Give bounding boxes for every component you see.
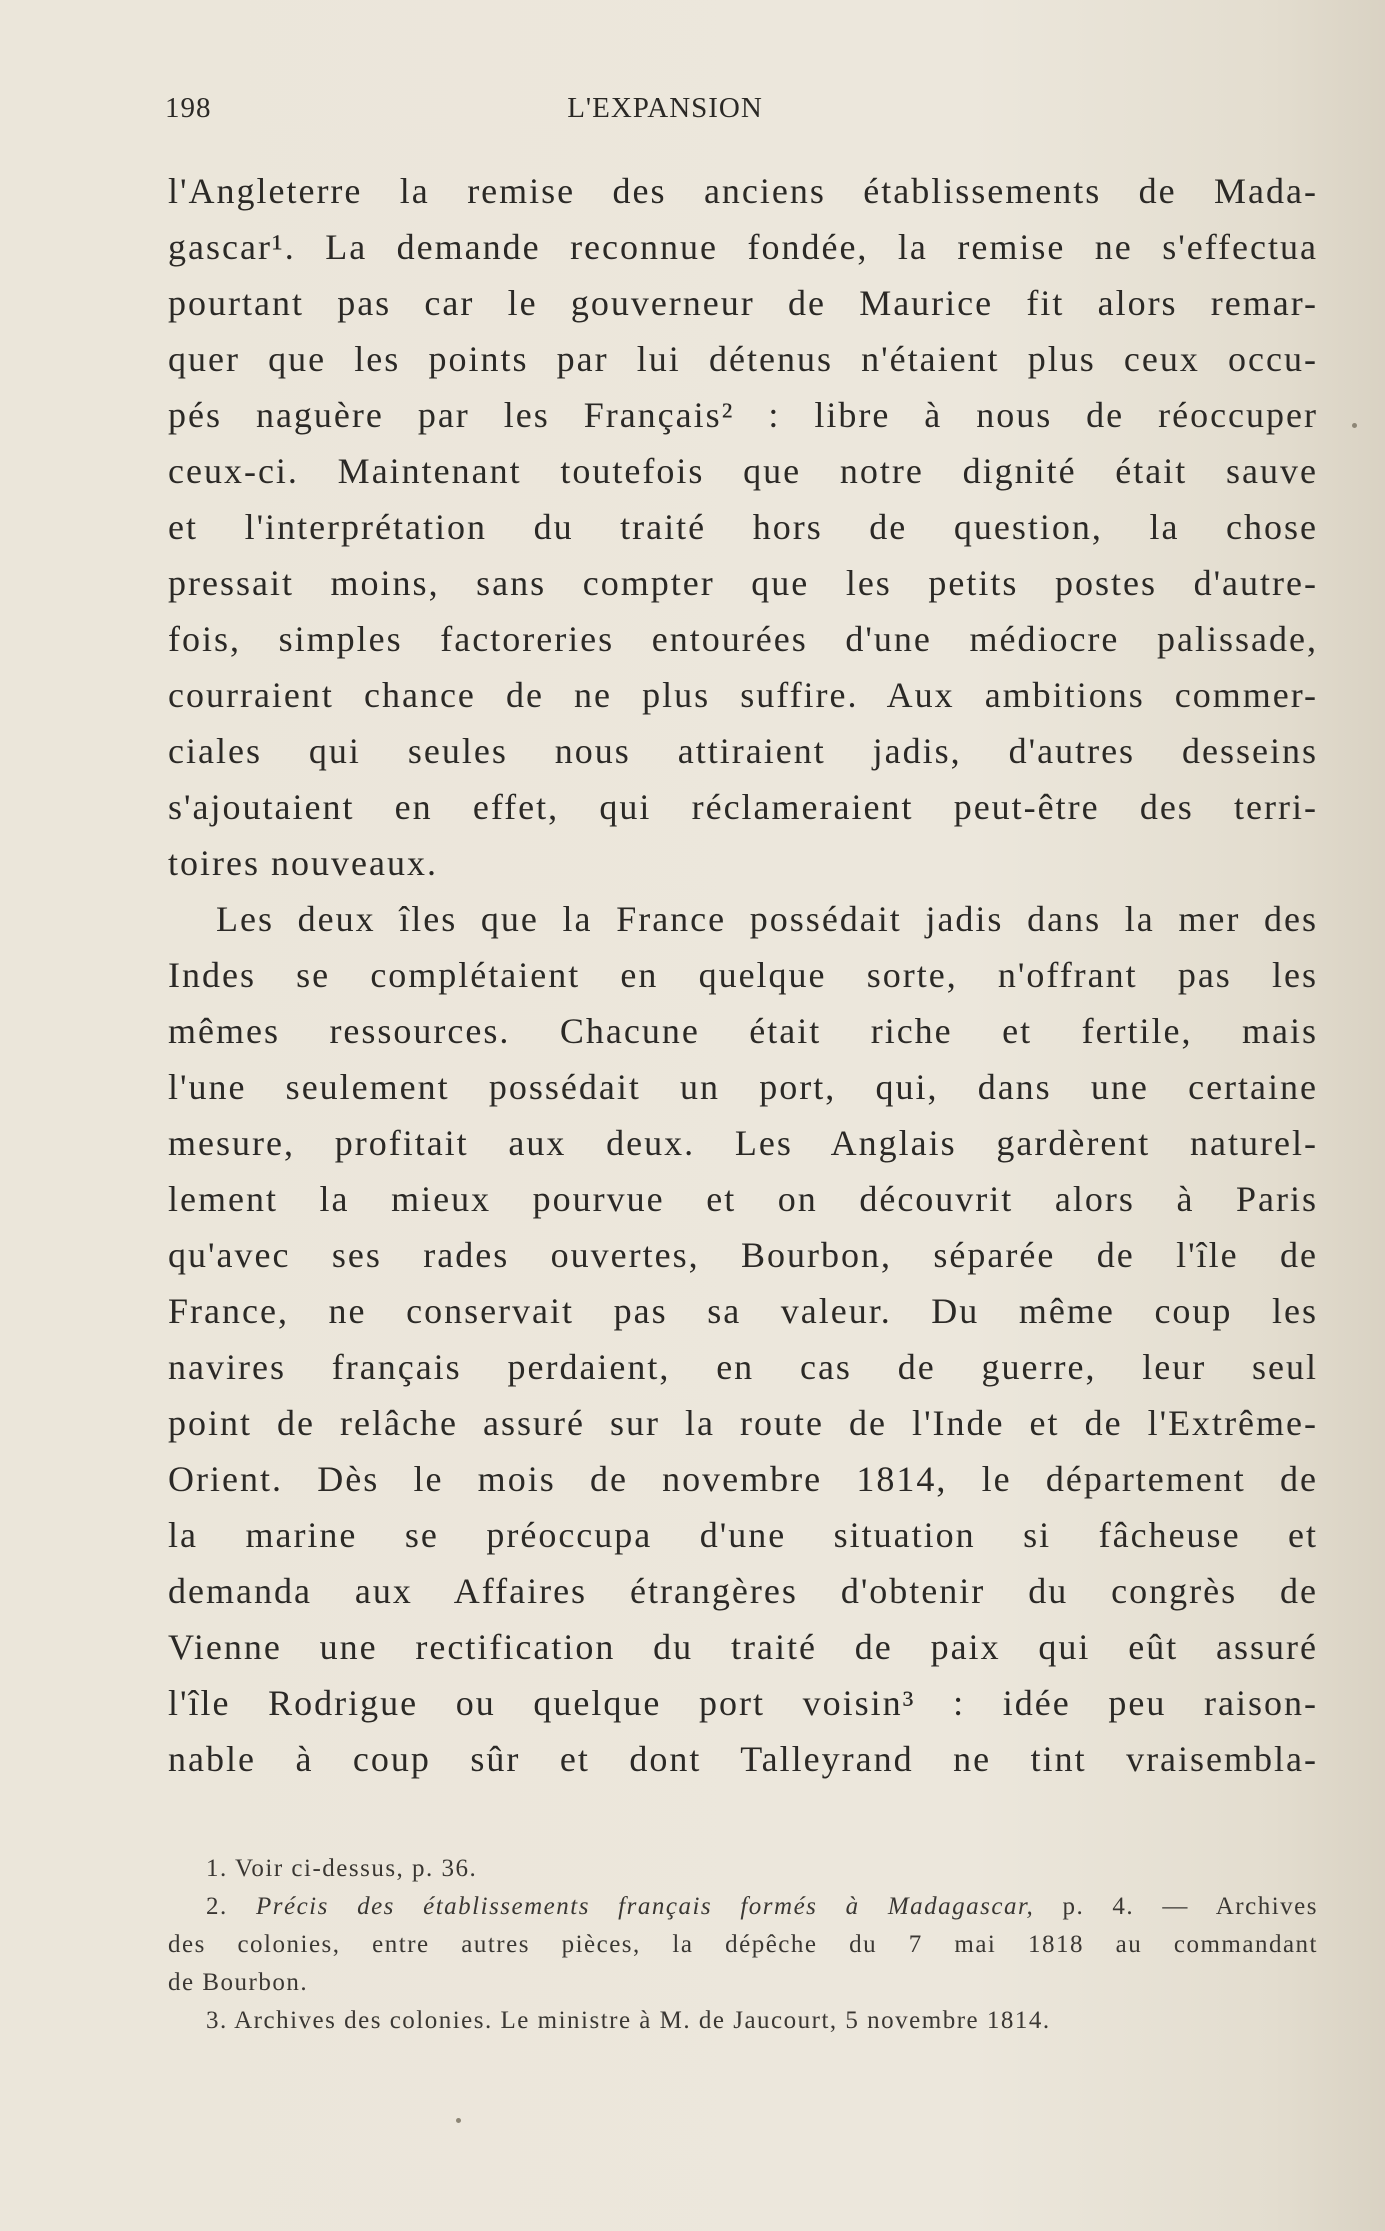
- footnote-2-title: Précis des établissements français formés à Madagascar,: [255, 1893, 1035, 1920]
- text-line: nable à coup sûr et dont Talleyrand ne tint vraisembla-: [168, 1739, 1318, 1779]
- text-line: et l'interprétation du traité hors de question, la chose: [168, 507, 1318, 547]
- text-line: mêmes ressources. Chacune était riche et fertile, mais: [168, 1011, 1318, 1051]
- text-line: courraient chance de ne plus suffire. Aux ambitions commer-: [168, 675, 1318, 715]
- text-line: mesure, profitait aux deux. Les Anglais gardèrent naturel-: [168, 1123, 1318, 1163]
- text-line: Vienne une rectification du traité de paix qui eût assuré: [168, 1627, 1318, 1667]
- text-line: France, ne conservait pas sa valeur. Du même coup les: [168, 1291, 1318, 1331]
- footnote-2: [168, 1888, 1318, 1926]
- text-line: s'ajoutaient en effet, qui réclameraient peut-être des terri-: [168, 787, 1318, 827]
- text-line: l'Angleterre la remise des anciens établissements de Mada-: [168, 171, 1318, 211]
- text-line: ceux-ci. Maintenant toutefois que notre dignité était sauve: [168, 451, 1318, 491]
- text-line: Indes se complétaient en quelque sorte, n'offrant pas les: [168, 955, 1318, 995]
- text-line: pourtant pas car le gouverneur de Maurice fit alors remar-: [168, 283, 1318, 323]
- paper-speck: [456, 2118, 461, 2123]
- text-line: lement la mieux pourvue et on découvrit alors à Paris: [168, 1179, 1318, 1219]
- text-line: fois, simples factoreries entourées d'une médiocre palissade,: [168, 619, 1318, 659]
- footnotes: [168, 1850, 1318, 2040]
- text-line: demanda aux Affaires étrangères d'obtenir du congrès de: [168, 1571, 1318, 1611]
- text-line: Orient. Dès le mois de novembre 1814, le département de: [168, 1459, 1318, 1499]
- text-line: la marine se préoccupa d'une situation si fâcheuse et: [168, 1515, 1318, 1555]
- page-number: 198: [165, 92, 212, 124]
- footnote-2-number: 2.: [206, 1893, 256, 1920]
- running-title: L'EXPANSION: [567, 92, 763, 124]
- text-line: quer que les points par lui détenus n'étaient plus ceux occu-: [168, 339, 1318, 379]
- text-line: pressait moins, sans compter que les petits postes d'autre-: [168, 563, 1318, 603]
- body-text: [168, 163, 1318, 1787]
- text-line: l'une seulement possédait un port, qui, dans une certaine: [168, 1067, 1318, 1107]
- text-line: Les deux îles que la France possédait jadis dans la mer des: [216, 899, 1318, 939]
- footnote-2-reference: p. 4. — Archives: [1034, 1893, 1318, 1920]
- footnote-1: 1. Voir ci-dessus, p. 36.: [206, 1855, 478, 1882]
- footnote-2-end: de Bourbon.: [168, 1969, 309, 1996]
- paper-speck: [1352, 423, 1357, 428]
- page-header: [165, 92, 1315, 132]
- text-line: navires français perdaient, en cas de guerre, leur seul: [168, 1347, 1318, 1387]
- text-line: qu'avec ses rades ouvertes, Bourbon, séparée de l'île de: [168, 1235, 1318, 1275]
- text-line: point de relâche assuré sur la route de l'Inde et de l'Extrême-: [168, 1403, 1318, 1443]
- text-line: l'île Rodrigue ou quelque port voisin³ : idée peu raison-: [168, 1683, 1318, 1723]
- footnote-3: 3. Archives des colonies. Le ministre à M. de Jaucourt, 5 novembre 1814.: [206, 2007, 1051, 2034]
- footnote-2-continued: des colonies, entre autres pièces, la dépêche du 7 mai 1818 au commandant: [168, 1931, 1318, 1958]
- text-line: toires nouveaux.: [168, 843, 438, 883]
- text-line: pés naguère par les Français² : libre à nous de réoccuper: [168, 395, 1318, 435]
- text-line: gascar¹. La demande reconnue fondée, la remise ne s'effectua: [168, 227, 1318, 267]
- text-line: ciales qui seules nous attiraient jadis, d'autres desseins: [168, 731, 1318, 771]
